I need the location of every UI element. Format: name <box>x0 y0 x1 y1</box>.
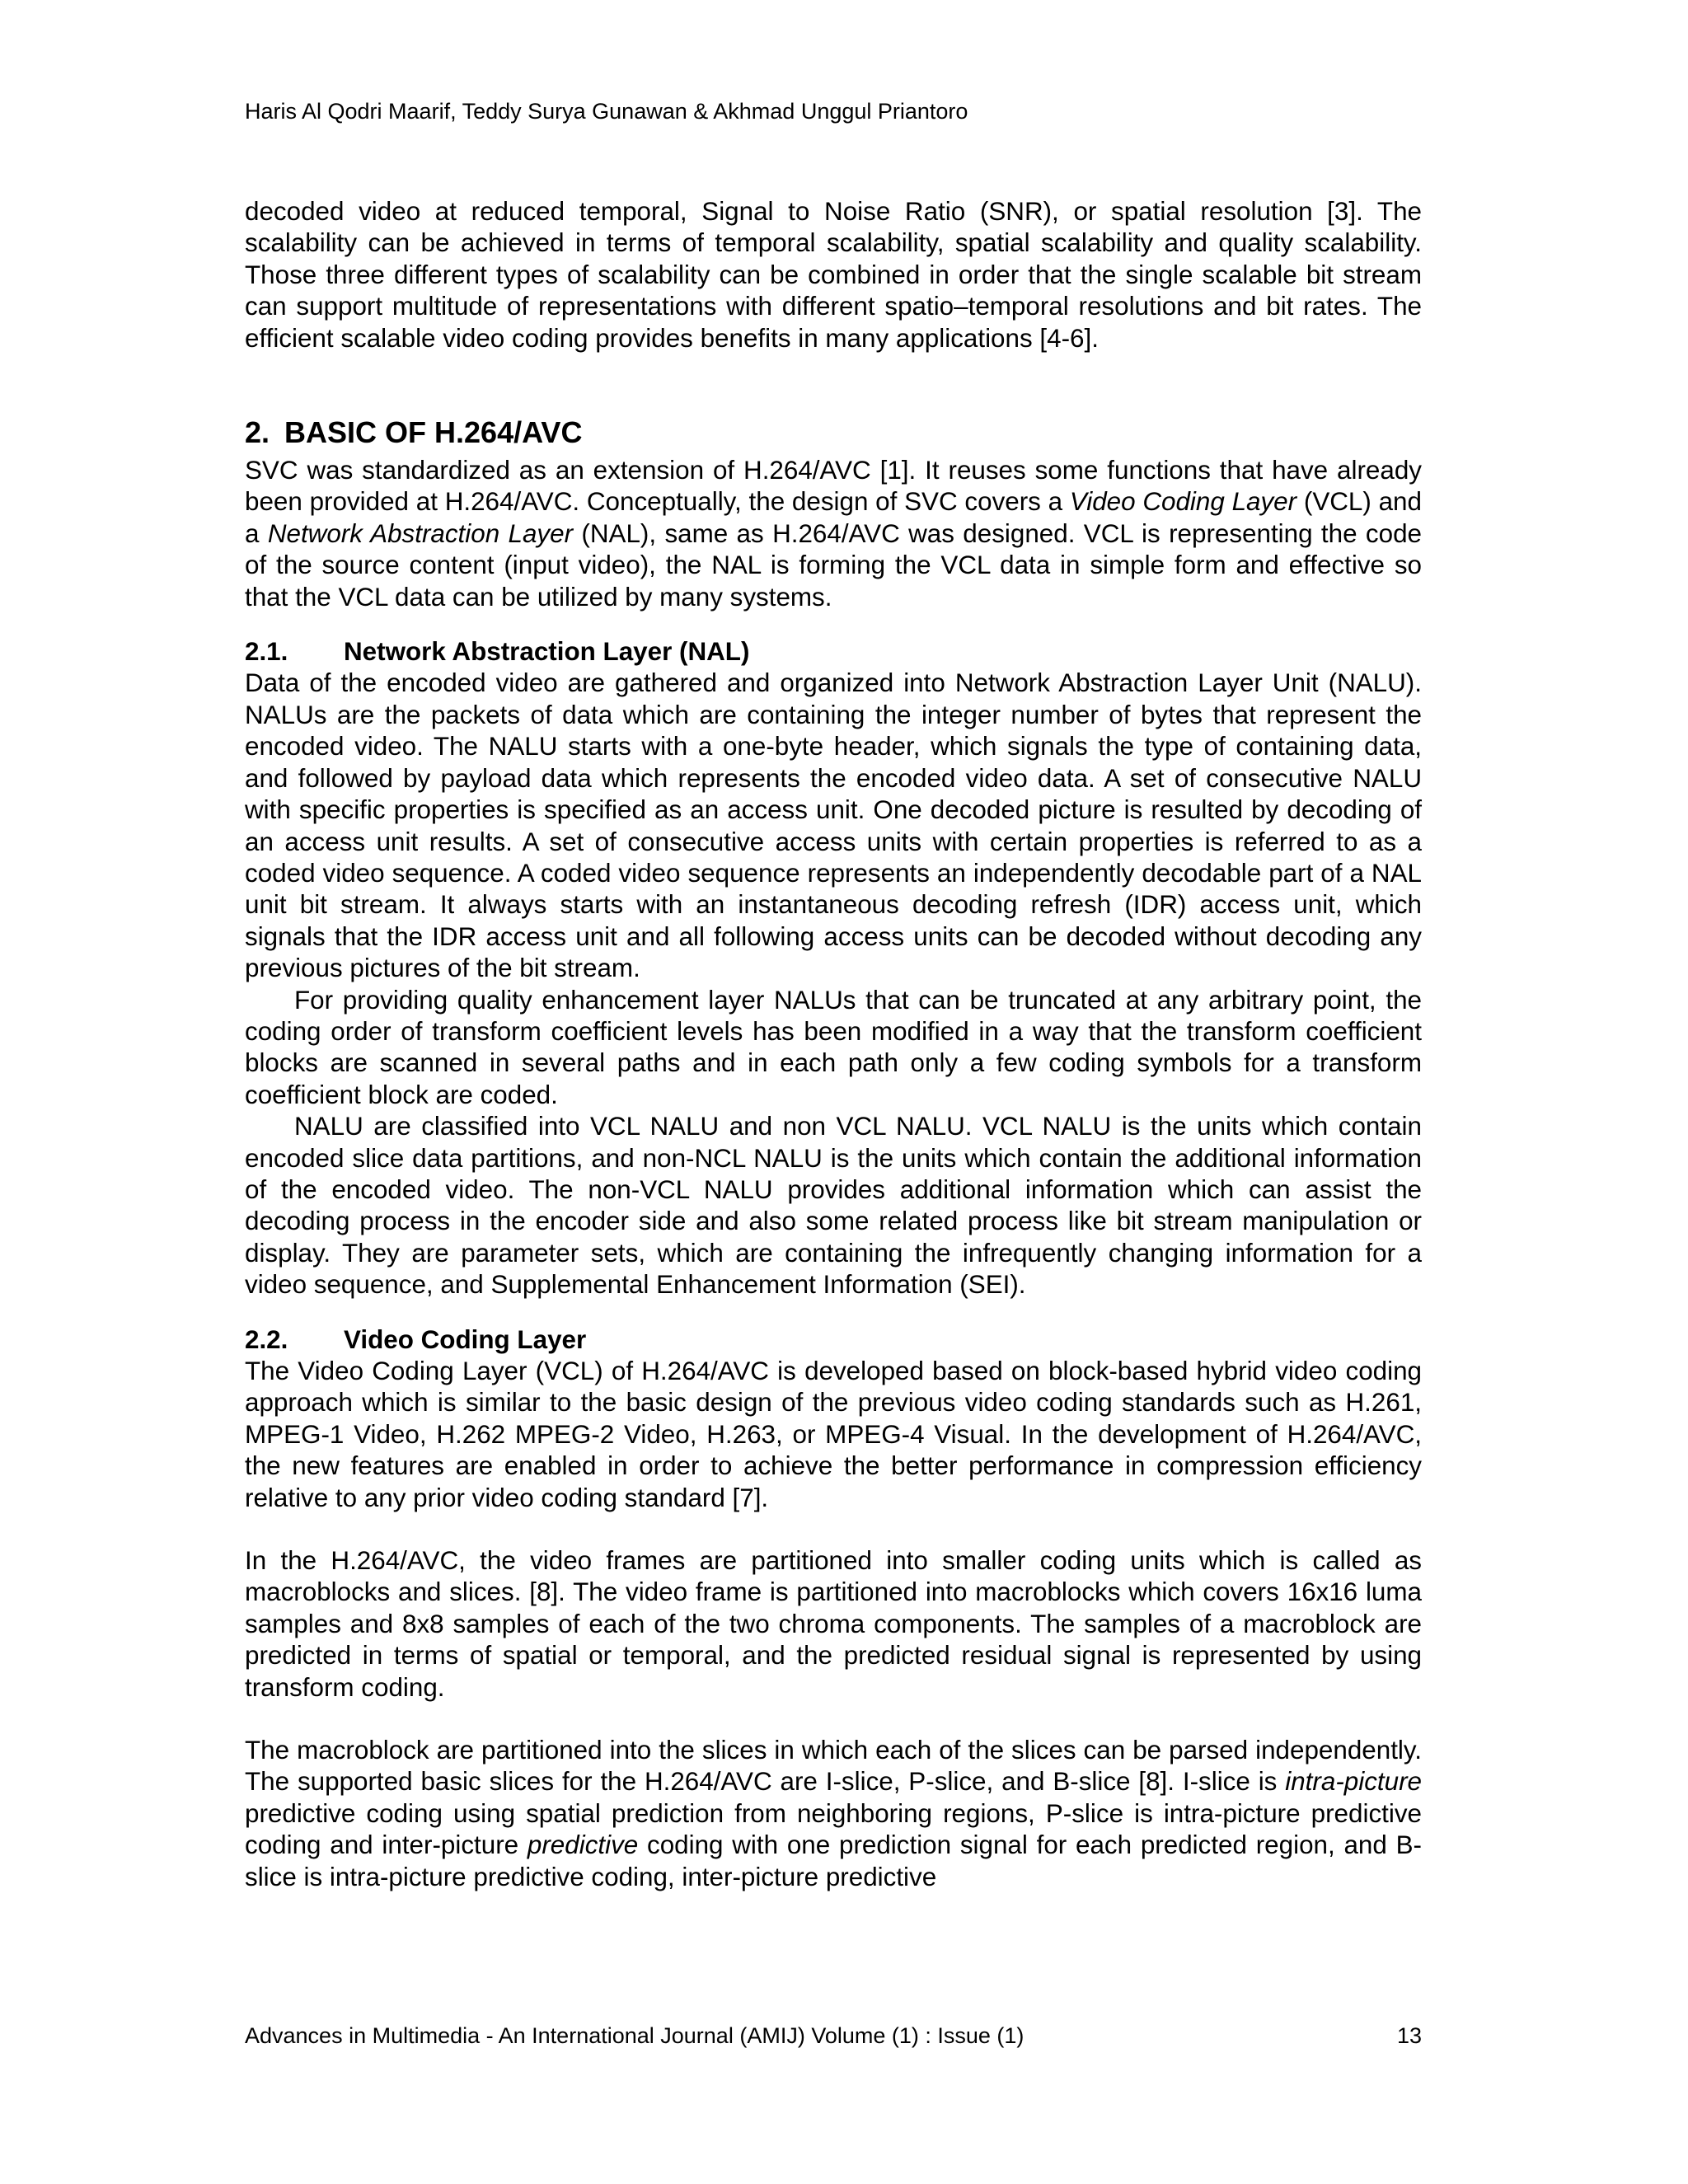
subsection-title: Network Abstraction Layer (NAL) <box>344 637 750 667</box>
vcl-paragraph-3 <box>245 1735 1422 1893</box>
text-run: The macroblock are partitioned into the slices in which each of the slices can be parsed independently. The supported basic slices for the H.264/AVC are I-slice, P-slice, and B-slice [8]. I-slice is <box>245 1736 1422 1797</box>
text-run: SVC was standardized as an extension of H.264/AVC [1]. It reuses some functions that have already been provided at H.264/AVC. Conceptually, the design of SVC covers a <box>245 456 1422 517</box>
nal-paragraph-2: For providing quality enhancement layer NALUs that can be truncated at any arbitrary point, the coding order of transform coefficient levels has been modified in a way that the transform coefficient blocks are scanned in several paths and in each path only a few coding symbols for a transform coefficient block are coded. <box>245 985 1422 1109</box>
text-run: predictive coding using spatial prediction from neighboring regions, P-slice is intra-picture predictive coding and inter-picture <box>245 1798 1422 1860</box>
spacer <box>245 1514 1422 1545</box>
intro-paragraph: decoded video at reduced temporal, Signal to Noise Ratio (SNR), or spatial resolution [3]. The scalability can be achieved in terms of temporal scalability, spatial scalability and quality scalability. Those three different types of scalability can be combined in order that the single scalable bit stream can support multitude of representations with different spatio–temporal resolutions and bit rates. The efficient scalable video coding provides benefits in many applications [4-6]. <box>245 197 1422 353</box>
spacer <box>245 1704 1422 1735</box>
section-number: 2. <box>245 415 270 450</box>
section-2-paragraph <box>245 455 1422 613</box>
subsection-number: 2.2. <box>245 1324 288 1354</box>
body-text <box>245 196 1422 1893</box>
text-run: (VCL) and a <box>245 487 1422 548</box>
nal-paragraph-3: NALU are classified into VCL NALU and non VCL NALU. VCL NALU is the units which contain encoded slice data partitions, and non-NCL NALU is the units which contain the additional information of the encoded video. The non-VCL NALU provides additional information which can assist the decoding process in the encoder side and also some related process like bit stream manipulation or display. They are parameter sets, which are containing the infrequently changing information for a video sequence, and Supplemental Enhancement Information (SEI). <box>245 1112 1422 1300</box>
subsection-heading-2-2 <box>245 1324 1422 1356</box>
italic-term: Network Abstraction Layer <box>267 518 574 548</box>
italic-term: Video Coding Layer <box>1069 487 1297 517</box>
text-run: (NAL), same as H.264/AVC was designed. VCL is representing the code of the source content (input video), the NAL is forming the VCL data in simple form and effective so that the VCL data can be utilized by many systems. <box>245 518 1422 612</box>
section-title: BASIC OF H.264/AVC <box>284 415 583 450</box>
italic-term: intra-picture <box>1285 1767 1422 1797</box>
nal-paragraph-1: Data of the encoded video are gathered and organized into Network Abstraction Layer Unit (NALU). NALUs are the packets of data which are containing the integer number of bytes that represent the encoded video. The NALU starts with a one-byte header, which signals the type of containing data, and followed by payload data which represents the encoded video data. A set of consecutive NALU with specific properties is specified as an access unit. One decoded picture is resulted by decoding of an access unit results. A set of consecutive access units with certain properties is referred to as a coded video sequence. A coded video sequence represents an independently decodable part of a NAL unit bit stream. It always starts with an instantaneous decoding refresh (IDR) access unit, which signals that the IDR access unit and all following access units can be decoded without decoding any previous pictures of the bit stream. <box>245 668 1422 983</box>
subsection-number: 2.1. <box>245 637 288 667</box>
spacer <box>245 354 1422 414</box>
running-header-authors: Haris Al Qodri Maarif, Teddy Surya Gunawan & Akhmad Unggul Priantoro <box>245 99 968 124</box>
text-run: coding with one prediction signal for each predicted region, and B-slice is intra-picture predictive coding, inter-picture predictive <box>245 1830 1422 1891</box>
vcl-paragraph-1: The Video Coding Layer (VCL) of H.264/AVC is developed based on block-based hybrid video coding approach which is similar to the basic design of the previous video coding standards such as H.261, MPEG-1 Video, H.262 MPEG-2 Video, H.263, or MPEG-4 Visual. In the development of H.264/AVC, the new features are enabled in order to achieve the better performance in compression efficiency relative to any prior video coding standard [7]. <box>245 1357 1422 1512</box>
section-heading-2 <box>245 414 1422 452</box>
italic-term: predictive <box>527 1830 639 1860</box>
footer-journal: Advances in Multimedia - An International Journal (AMIJ) Volume (1) : Issue (1) <box>245 2023 1025 2048</box>
vcl-paragraph-2: In the H.264/AVC, the video frames are partitioned into smaller coding units which is called as macroblocks and slices. [8]. The video frame is partitioned into macroblocks which covers 16x16 luma samples and 8x8 samples of each of the two chroma components. The samples of a macroblock are predicted in terms of spatial or temporal, and the predicted residual signal is represented by using transform coding. <box>245 1546 1422 1702</box>
page-number: 13 <box>1396 2023 1422 2048</box>
subsection-title: Video Coding Layer <box>344 1324 587 1354</box>
subsection-heading-2-1 <box>245 636 1422 668</box>
